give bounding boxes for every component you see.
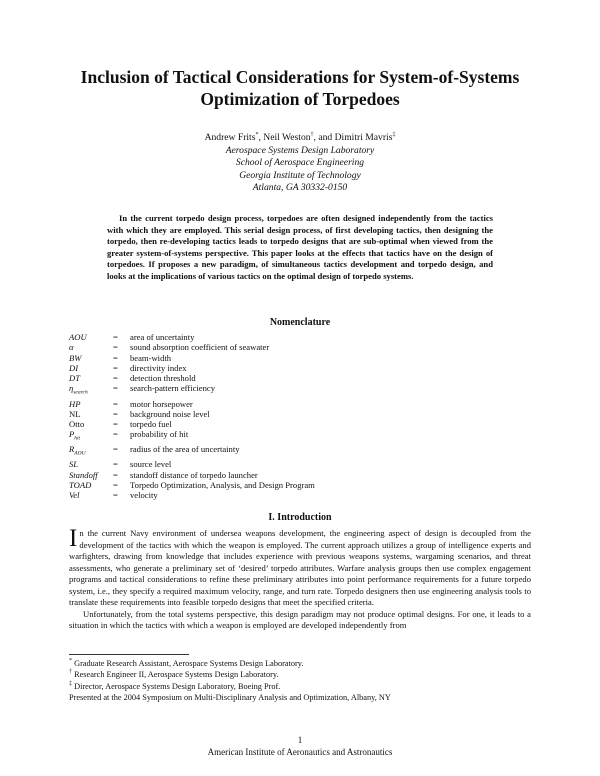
nomenclature-symbol-text: P	[69, 429, 75, 440]
nomenclature-equals: =	[113, 398, 118, 409]
paper-title	[40, 66, 560, 110]
nomenclature-symbol	[69, 490, 113, 500]
nomenclature-definition: beam-width	[130, 352, 172, 363]
introduction-heading: I. Introduction	[268, 512, 332, 523]
nomenclature-equals: =	[113, 459, 118, 470]
footnote-text: Research Engineer II, Aerospace Systems Design Laboratory.	[72, 670, 279, 680]
nomenclature-table	[69, 332, 315, 501]
title-line-1: Inclusion of Tactical Considerations for System-of-Systems	[80, 67, 520, 87]
nomenclature-symbol-text: η	[69, 383, 74, 394]
nomenclature-symbol-text: HP	[69, 398, 81, 409]
nomenclature-heading: Nomenclature	[269, 317, 331, 328]
nomenclature-equals: =	[113, 362, 118, 373]
footnote-mark: ‡	[69, 680, 72, 687]
nomenclature-row	[69, 373, 315, 383]
nomenclature-symbol-subscript: AOU	[74, 451, 86, 458]
nomenclature-symbol-text: Vel	[69, 490, 80, 501]
introduction-body	[69, 525, 531, 632]
nomenclature-row	[69, 459, 315, 469]
nomenclature-row	[69, 363, 315, 373]
nomenclature-symbol	[69, 353, 113, 363]
nomenclature-equals: =	[113, 469, 118, 480]
nomenclature-row	[69, 470, 315, 480]
nomenclature-symbol-text: α	[69, 342, 74, 353]
nomenclature-row	[69, 332, 315, 342]
intro-paragraph-1-text: n the current Navy environment of undersea weapons development, the engineering aspect of design is decoupled from the development of the tactics with which the weapon is employed. The current approach utilizes a group of intelligence experts and warfighters, drawing from knowledge that includes experience with previous weapons systems, wargaming scenarios, and threat assessments, who generate a preliminary set of ‘desired’ torpedo attributes. Warfare analysis groups then use complex engagement programs and tactical considerations to refine these preliminary attributes into point performance requirements for a future torpedo system, i.e., they specify a required maximum velocity, range, and turn rate. Torpedo designers then use engineering analysis tools to translate these requirements into feasible torpedo designs that meet the specified criteria.	[69, 528, 531, 607]
nomenclature-row	[69, 399, 315, 409]
nomenclature-definition: radius of the area of uncertainty	[130, 444, 240, 455]
author-3-mark: ‡	[392, 131, 396, 138]
nomenclature-definition: motor horsepower	[130, 398, 193, 409]
footnote	[69, 669, 531, 680]
nomenclature-equals: =	[113, 408, 118, 419]
nomenclature-symbol	[69, 409, 113, 419]
presented-note: Presented at the 2004 Symposium on Multi-Disciplinary Analysis and Optimization, Albany, NY	[69, 692, 391, 702]
author-1: Andrew Frits	[204, 132, 256, 143]
nomenclature-symbol	[69, 480, 113, 490]
nomenclature-definition: Torpedo Optimization, Analysis, and Design Program	[130, 480, 315, 491]
nomenclature-row	[69, 444, 315, 459]
nomenclature-equals: =	[113, 373, 118, 384]
footnote-text: Graduate Research Assistant, Aerospace Systems Design Laboratory.	[72, 659, 304, 668]
nomenclature-symbol	[69, 383, 113, 398]
nomenclature-row	[69, 342, 315, 352]
nomenclature-symbol	[69, 363, 113, 373]
affiliation-line: Aerospace Systems Design Laboratory	[225, 144, 375, 156]
nomenclature-equals: =	[113, 332, 118, 342]
nomenclature-row	[69, 490, 315, 500]
nomenclature-equals: =	[113, 419, 118, 430]
nomenclature-equals: =	[113, 490, 118, 501]
footer-organization: American Institute of Aeronautics and Astronautics	[207, 747, 393, 757]
nomenclature-row	[69, 480, 315, 490]
nomenclature-symbol	[69, 332, 113, 342]
nomenclature-row	[69, 409, 315, 419]
page-number: 1	[297, 735, 303, 745]
nomenclature-symbol-text: Otto	[69, 419, 85, 430]
intro-paragraph-2: Unfortunately, from the total systems perspective, this design paradigm may not produce optimal designs. For one, it leads to a situation in which the tactics with which a weapon is employed are developed independently from	[69, 608, 531, 630]
nomenclature-symbol-text: R	[69, 444, 75, 455]
nomenclature-definition: directivity index	[130, 362, 187, 373]
author-1-mark: *	[255, 131, 259, 138]
affiliation-line: Atlanta, GA 30332-0150	[252, 182, 348, 193]
title-line-2: Optimization of Torpedoes	[200, 89, 400, 109]
affiliation-line: Georgia Institute of Technology	[239, 169, 361, 181]
nomenclature-equals: =	[113, 352, 118, 363]
nomenclature-definition: velocity	[130, 490, 158, 501]
author-2-mark: †	[310, 131, 314, 138]
nomenclature-symbol	[69, 470, 113, 480]
nomenclature-row	[69, 429, 315, 444]
nomenclature-symbol	[69, 399, 113, 409]
nomenclature-row	[69, 353, 315, 363]
nomenclature-equals: =	[113, 480, 118, 491]
nomenclature-definition: source level	[130, 459, 172, 470]
nomenclature-row	[69, 383, 315, 398]
footnote-rule	[69, 654, 189, 655]
nomenclature-definition: sound absorption coefficient of seawater	[130, 342, 270, 353]
footnote-text: Director, Aerospace Systems Design Laboratory, Boeing Prof.	[72, 681, 281, 691]
author-block	[60, 132, 540, 195]
nomenclature-definition: torpedo fuel	[130, 419, 172, 430]
nomenclature-symbol	[69, 429, 113, 444]
nomenclature-equals: =	[113, 342, 118, 353]
nomenclature-symbol-text: TOAD	[69, 480, 92, 491]
nomenclature-definition: probability of hit	[130, 429, 189, 440]
author-3: Dimitri Mavris	[334, 132, 393, 143]
drop-cap: I	[69, 525, 78, 552]
footnote-mark: †	[69, 669, 72, 676]
nomenclature-symbol-text: SL	[69, 459, 79, 470]
nomenclature-symbol-text: DI	[69, 362, 79, 373]
nomenclature-symbol	[69, 444, 113, 459]
nomenclature-symbol	[69, 419, 113, 429]
nomenclature-symbol-subscript: search	[73, 390, 88, 397]
abstract: In the current torpedo design process, torpedoes are often designed independently from the tactics with which they are employed. This serial design process, of first developing tactics, then designing the torpedo, then re-developing tactics leads to torpedo designs that are sub-optimal when viewed from the greater system-of-systems perspective. This paper looks at the effects that tactics have on the design of torpedoes. If proposes a new paradigm, of simultaneous tactics development and torpedo design, and looks at the implications of various tactics on the optimal design of torpedo systems.	[107, 213, 493, 281]
nomenclature-definition: search-pattern efficiency	[130, 383, 216, 394]
author-separator: ,	[258, 132, 264, 143]
nomenclature-definition: detection threshold	[130, 373, 196, 384]
nomenclature-symbol-text: DT	[69, 373, 80, 384]
nomenclature-equals: =	[113, 429, 118, 440]
author-2: Neil Weston	[263, 132, 311, 143]
nomenclature-definition: standoff distance of torpedo launcher	[130, 469, 258, 480]
nomenclature-symbol-text: AOU	[69, 332, 87, 342]
nomenclature-definition: area of uncertainty	[130, 332, 195, 342]
nomenclature-symbol	[69, 342, 113, 352]
nomenclature-equals: =	[113, 383, 118, 394]
footnote-mark: *	[69, 658, 72, 665]
footnote	[69, 681, 531, 692]
intro-paragraph-1	[69, 525, 531, 609]
author-names	[60, 132, 540, 145]
nomenclature-symbol	[69, 459, 113, 469]
author-separator: , and	[313, 132, 335, 143]
footnotes	[69, 658, 531, 703]
nomenclature-equals: =	[113, 444, 118, 455]
nomenclature-row	[69, 419, 315, 429]
nomenclature-definition: background noise level	[130, 408, 210, 419]
nomenclature-symbol-subscript: hit	[74, 436, 81, 443]
footnote	[69, 658, 531, 669]
nomenclature-symbol	[69, 373, 113, 383]
nomenclature-symbol-text: Standoff	[69, 469, 98, 480]
nomenclature-symbol-text: NL	[69, 408, 81, 419]
affiliation-line: School of Aerospace Engineering	[235, 157, 365, 168]
nomenclature-symbol-text: BW	[69, 352, 82, 363]
